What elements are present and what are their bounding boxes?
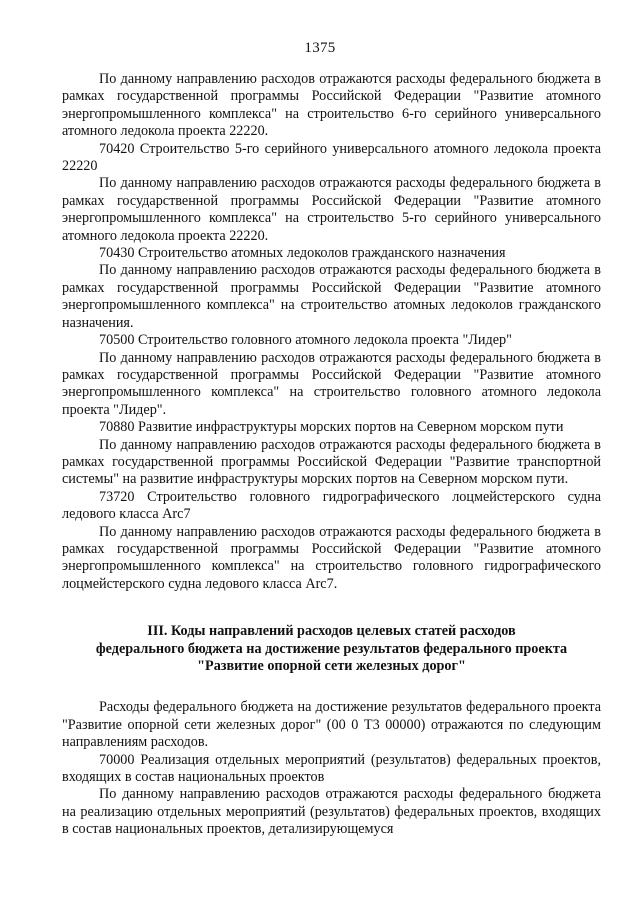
paragraph: Расходы федерального бюджета на достижение результатов федерального проекта "Развитие опорной сети железных дорог" (00 0 Т3 00000) отражаются по следующим направлениям расходов. [62, 699, 601, 751]
section-heading-line: III. Коды направлений расходов целевых статей расходов [147, 623, 516, 640]
expense-code-heading: 70500 Строительство головного атомного ледокола проекта "Лидер" [99, 332, 512, 349]
expense-code-heading: 70880 Развитие инфраструктуры морских портов на Северном морском пути [99, 419, 564, 436]
paragraph: По данному направлению расходов отражаются расходы федерального бюджета в рамках государственной программы Российской Федерации "Развитие атомного энергопромышленного комплекса" на строительство 6-го серийного универсального атомного ледокола проекта 22220. [62, 71, 601, 140]
expense-code-heading: 70000 Реализация отдельных мероприятий (результатов) федеральных проектов, входящих в состав национальных проектов [62, 751, 601, 786]
expense-code-heading: 70420 Строительство 5-го серийного универсального атомного ледокола проекта 22220 [62, 140, 601, 175]
section-heading-line: "Развитие опорной сети железных дорог" [197, 658, 466, 674]
section-heading-line: федерального бюджета на достижение результатов федерального проекта [95, 640, 568, 657]
bottom-section [62, 699, 601, 838]
paragraph: По данному направлению расходов отражаются расходы федерального бюджета в рамках государственной программы Российской Федерации "Развитие транспортной системы" на развитие инфраструктуры морских портов на Северном морском пути. [62, 436, 601, 488]
expense-code-heading: 70430 Строительство атомных ледоколов гражданского назначения [99, 245, 506, 262]
paragraph: По данному направлению расходов отражаются расходы федерального бюджета в рамках государственной программы Российской Федерации "Развитие атомного энергопромышленного комплекса" на строительство 5-го серийного универсального атомного ледокола проекта 22220. [62, 175, 601, 244]
document-body [62, 71, 601, 839]
top-section [62, 71, 601, 593]
page-number: 1375 [304, 40, 336, 56]
paragraph: По данному направлению расходов отражаются расходы федерального бюджета в рамках государственной программы Российской Федерации "Развитие атомного энергопромышленного комплекса" на строительство атомных ледоколов гражданского назначения. [62, 262, 601, 331]
paragraph: По данному направлению расходов отражаются расходы федерального бюджета в рамках государственной программы Российской Федерации "Развитие атомного энергопромышленного комплекса" на строительство головного атомного ледокола проекта "Лидер". [62, 349, 601, 418]
paragraph: По данному направлению расходов отражаются расходы федерального бюджета на реализацию отдельных мероприятий (результатов) федеральных проектов, входящих в состав национальных проектов, детализирующемуся [62, 786, 601, 838]
paragraph: По данному направлению расходов отражаются расходы федерального бюджета в рамках государственной программы Российской Федерации "Развитие атомного энергопромышленного комплекса" на строительство головного гидрографического лоцмейстерского судна ледового класса Arc7. [62, 523, 601, 592]
expense-code-heading: 73720 Строительство головного гидрографического лоцмейстерского судна ледового класса Arc7 [62, 488, 601, 523]
section-heading [62, 623, 601, 675]
